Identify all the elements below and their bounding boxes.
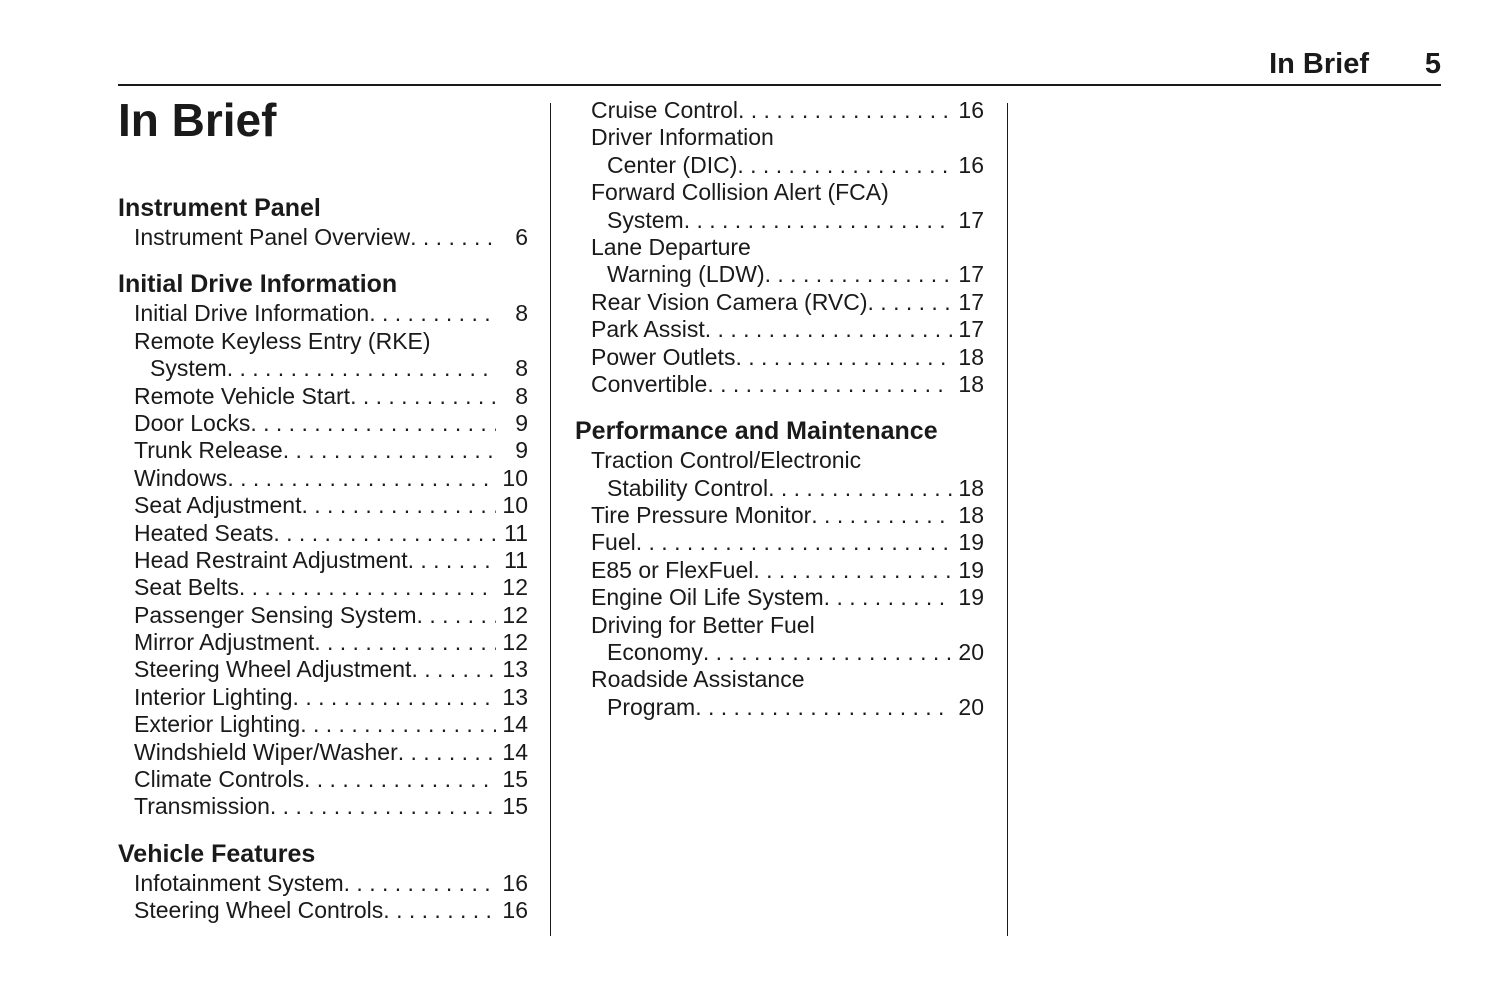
entry-page-number: 20 [958,639,984,666]
header-page-number: 5 [1424,48,1441,80]
entry-page-number: 12 [502,601,528,628]
dot-leader [408,547,496,574]
entry-page-number: 17 [958,261,984,288]
toc-section [575,416,984,721]
dot-leader [705,316,952,343]
entry-title: Rear Vision Camera (RVC) [591,288,868,315]
entry-page-number: 19 [958,584,984,611]
entry-page-number: 8 [515,300,528,327]
toc-entry[interactable] [575,502,984,529]
entry-title: Mirror Adjustment [134,629,315,656]
entry-page-number: 18 [958,474,984,501]
toc-entry[interactable] [118,437,528,464]
toc-entry[interactable] [118,574,528,601]
entry-page-number: 18 [958,343,984,370]
section-heading: Vehicle Features [118,839,316,868]
toc-entry[interactable] [575,97,984,124]
entry-page-number: 20 [958,693,984,720]
section-heading: Performance and Maintenance [575,417,938,446]
entry-title: Heated Seats [134,519,274,546]
dot-leader [811,502,952,529]
entry-title: System [150,355,227,382]
dot-leader [273,520,496,547]
entry-page-number: 8 [515,355,528,382]
entry-title: Traction Control/Electronic [591,447,862,474]
entry-title: Driving for Better Fuel [591,611,815,638]
entry-page-number: 19 [958,556,984,583]
dot-leader [250,410,496,437]
dot-leader [824,584,952,611]
dot-leader [707,371,952,398]
entry-title: Program [607,693,696,720]
toc-entry[interactable] [575,666,984,721]
entry-title: Trunk Release [134,437,283,464]
dot-leader [684,207,952,234]
entry-page-number: 17 [958,316,984,343]
toc-entry[interactable] [118,739,528,766]
entry-title: Remote Vehicle Start [134,382,351,409]
toc-entry[interactable] [118,547,528,574]
toc-entry[interactable] [118,465,528,492]
entry-page-number: 6 [515,224,528,250]
toc-entry[interactable] [118,328,528,383]
entry-title: Remote Keyless Entry (RKE) [134,327,431,354]
entry-page-number: 15 [502,793,528,820]
entry-title: Stability Control [607,474,769,501]
dot-leader [369,300,496,327]
entry-title: Warning (LDW) [607,261,765,288]
entry-title: Lane Departure [591,233,751,260]
toc-entry[interactable] [118,300,528,327]
entry-page-number: 11 [504,546,528,573]
dot-leader [636,529,952,556]
dot-leader [227,355,496,382]
dot-leader [302,492,497,519]
toc-entry[interactable] [118,711,528,738]
entry-page-number: 10 [502,464,528,491]
entry-page-number: 12 [502,574,528,601]
toc-section [118,269,528,820]
entry-page-number: 16 [502,897,528,924]
toc-entry[interactable] [575,124,984,179]
toc-entry[interactable] [118,602,528,629]
dot-leader [398,739,496,766]
toc-entry[interactable] [118,656,528,683]
dot-leader [695,694,952,721]
entry-page-number: 16 [502,869,528,896]
dot-leader [753,557,952,584]
dot-leader [344,870,496,897]
dot-leader [293,684,496,711]
entry-title: Park Assist [591,316,705,343]
dot-leader [304,766,496,793]
toc-entry[interactable] [118,383,528,410]
entry-page-number: 9 [515,437,528,464]
dot-leader [270,793,496,820]
toc-entry[interactable] [575,557,984,584]
entry-page-number: 8 [515,382,528,409]
entry-title: Door Locks [134,409,251,436]
entry-title: Fuel [591,529,636,556]
toc-column-left [118,193,528,943]
dot-leader [239,574,496,601]
entry-page-number: 10 [502,492,528,519]
toc-entry[interactable] [575,289,984,316]
entry-title: Head Restraint Adjustment [134,546,408,573]
entry-page-number: 13 [502,683,528,710]
dot-leader [410,224,496,251]
entry-title: Climate Controls [134,766,304,793]
entry-title: Interior Lighting [134,683,293,710]
entry-title: Passenger Sensing System [134,601,417,628]
entry-title: Forward Collision Alert (FCA) [591,179,889,206]
dot-leader [738,97,952,124]
entry-page-number: 18 [958,370,984,397]
toc-section [118,193,528,251]
entry-title: Transmission [134,793,270,820]
dot-leader [735,344,952,371]
toc-entry[interactable] [575,316,984,343]
toc-entry[interactable] [118,897,528,924]
section-heading: Instrument Panel [118,194,321,222]
entry-page-number: 17 [958,206,984,233]
entry-page-number: 16 [958,151,984,178]
toc-entry[interactable] [575,234,984,289]
toc-entry[interactable] [575,529,984,556]
entry-page-number: 16 [958,97,984,123]
entry-title: Windows [134,464,228,491]
entry-title: Windshield Wiper/Washer [134,738,398,765]
column-divider [1007,103,1008,936]
entry-page-number: 17 [958,288,984,315]
entry-title: Power Outlets [591,343,736,370]
toc-entry[interactable] [575,447,984,502]
toc-entry[interactable] [575,371,984,398]
entry-title: Convertible [591,370,708,397]
toc-column-middle [575,97,984,739]
dot-leader [283,437,496,464]
entry-page-number: 13 [502,656,528,683]
column-divider [550,103,551,936]
dot-leader [383,897,496,924]
entry-title: Center (DIC) [607,151,738,178]
dot-leader [411,656,496,683]
toc-entry[interactable] [118,793,528,820]
entry-page-number: 14 [502,738,528,765]
toc-entry[interactable] [118,629,528,656]
dot-leader [868,289,952,316]
toc-section [118,839,528,925]
dot-leader [737,152,952,179]
dot-leader [350,383,496,410]
toc-entry[interactable] [118,766,528,793]
entry-page-number: 9 [515,409,528,436]
toc-entry[interactable] [118,410,528,437]
toc-entry[interactable] [575,584,984,611]
dot-leader [703,639,952,666]
toc-entry[interactable] [118,492,528,519]
entry-title: Initial Drive Information [134,300,370,327]
entry-title: Cruise Control [591,97,738,123]
entry-title: Steering Wheel Adjustment [134,656,412,683]
toc-entry[interactable] [118,224,528,251]
entry-title: Seat Belts [134,574,239,601]
entry-title: System [607,206,684,233]
entry-title: Infotainment System [134,869,344,896]
dot-leader [417,602,496,629]
entry-page-number: 12 [502,629,528,656]
entry-title: Instrument Panel Overview [134,224,411,250]
toc-entry[interactable] [575,612,984,667]
entry-title: Engine Oil Life System [591,584,824,611]
entry-page-number: 18 [958,502,984,529]
toc-section [575,97,984,398]
entry-title: Roadside Assistance [591,666,805,693]
toc-entry[interactable] [118,684,528,711]
entry-page-number: 11 [504,519,528,546]
entry-title: Economy [607,639,703,666]
dot-leader [768,475,952,502]
dot-leader [300,711,496,738]
header-title: In Brief [1269,48,1369,80]
toc-entry[interactable] [118,870,528,897]
page-title: In Brief [118,94,277,146]
entry-title: Steering Wheel Controls [134,897,384,924]
entry-title: Driver Information [591,124,774,151]
entry-title: Tire Pressure Monitor [591,502,812,529]
entry-title: E85 or FlexFuel [591,556,754,583]
toc-entry[interactable] [575,179,984,234]
entry-page-number: 19 [958,529,984,556]
entry-title: Seat Adjustment [134,492,302,519]
toc-entry[interactable] [575,344,984,371]
dot-leader [227,465,496,492]
dot-leader [765,261,952,288]
toc-entry[interactable] [118,520,528,547]
entry-page-number: 15 [502,766,528,793]
dot-leader [314,629,496,656]
entry-title: Exterior Lighting [134,711,301,738]
running-header [118,48,1441,86]
section-heading: Initial Drive Information [118,270,398,299]
entry-page-number: 14 [502,711,528,738]
